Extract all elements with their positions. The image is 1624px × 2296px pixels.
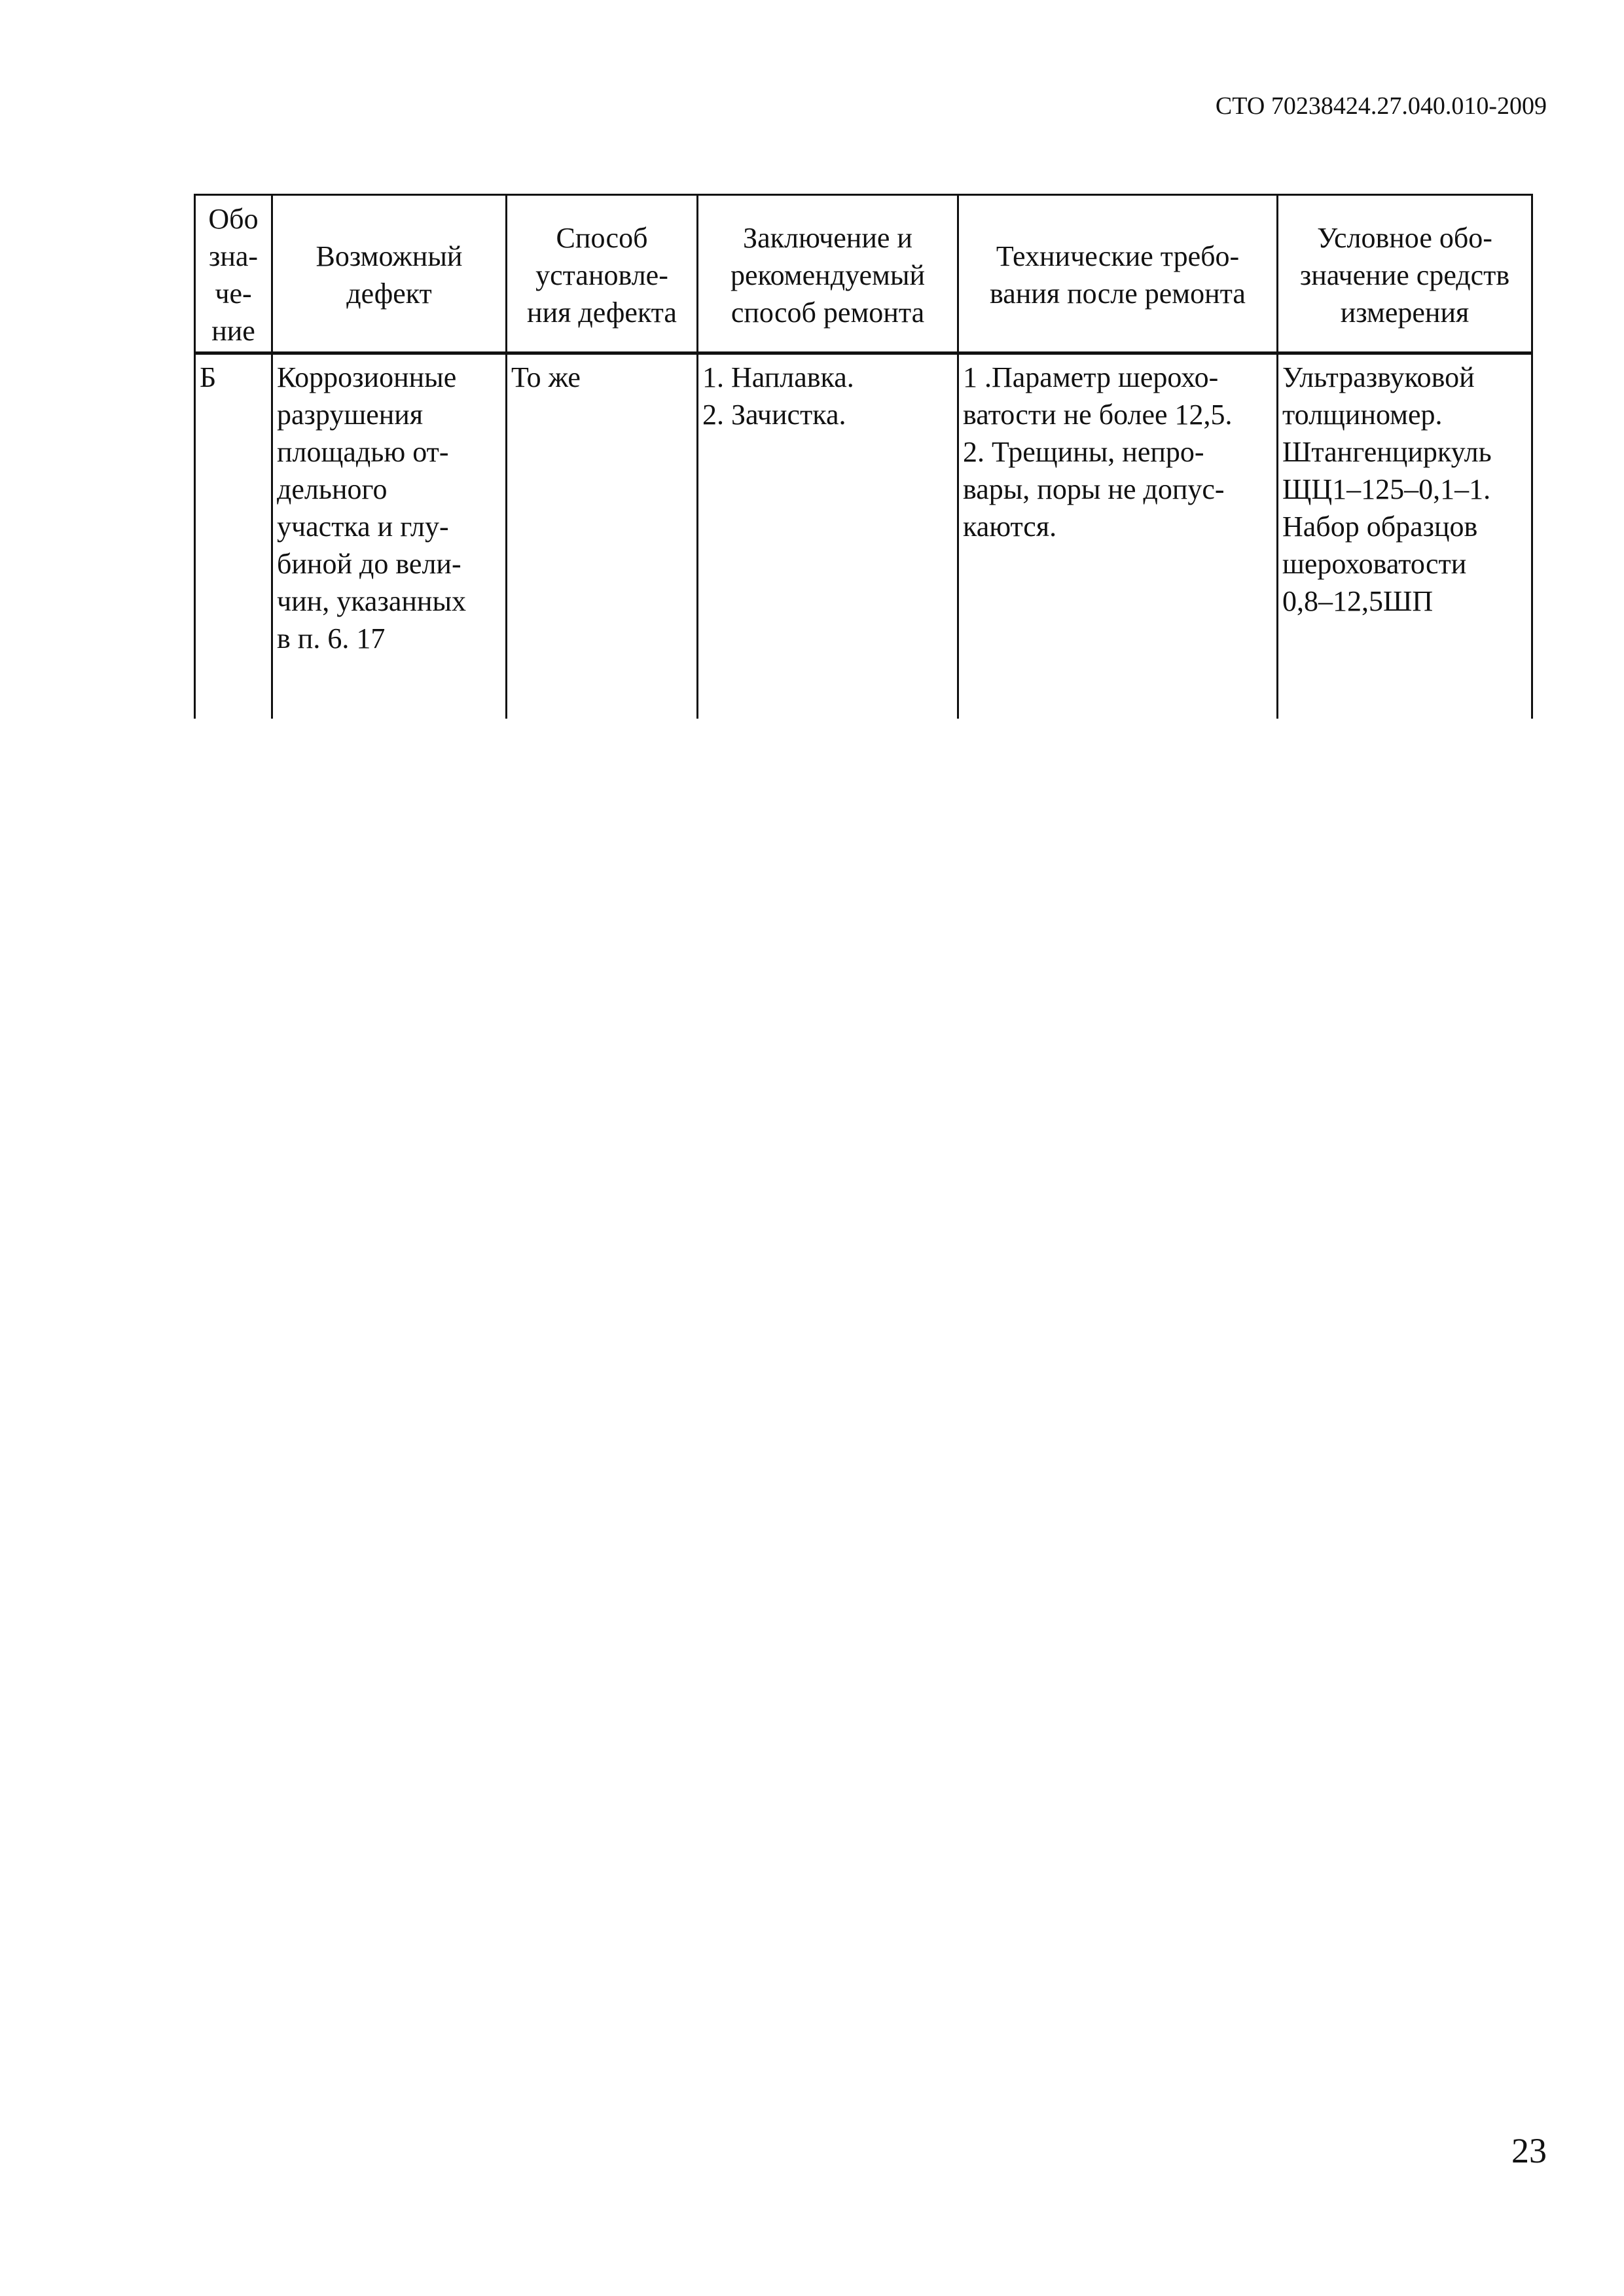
cell-conclusion-repair: 1. Наплавка. 2. Зачистка.	[698, 353, 958, 719]
col-header-conclusion-repair: Заключение и рекомендуемый способ ремонта	[698, 195, 958, 353]
col-header-measurement-tools: Условное обо- значение средств измерения	[1278, 195, 1532, 353]
cell-designation: Б	[195, 353, 272, 719]
defect-table	[194, 194, 1533, 719]
col-header-possible-defect: Возможный дефект	[272, 195, 507, 353]
cell-possible-defect: Коррозионные разрушения площадью от- дельного участка и глу- биной до вели- чин, указанных в п. 6. 17	[272, 353, 507, 719]
col-header-technical-requirements: Технические требо- вания после ремонта	[958, 195, 1278, 353]
table-row	[195, 353, 1532, 719]
cell-technical-requirements: 1 .Параметр шерохо- ватости не более 12,5. 2. Трещины, непро- вары, поры не допус- каются.	[958, 353, 1278, 719]
col-header-designation: Обо зна- че- ние	[195, 195, 272, 353]
cell-detection-method: То же	[507, 353, 698, 719]
cell-measurement-tools: Ультразвуковой толщиномер. Штангенциркуль ЩЦ1–125–0,1–1. Набор образцов шероховатости 0,8–12,5ШП	[1278, 353, 1532, 719]
page-number: 23	[1511, 2131, 1547, 2170]
document-code: СТО 70238424.27.040.010-2009	[1215, 92, 1547, 120]
col-header-detection-method: Способ установле- ния дефекта	[507, 195, 698, 353]
table-header-row	[195, 195, 1532, 353]
